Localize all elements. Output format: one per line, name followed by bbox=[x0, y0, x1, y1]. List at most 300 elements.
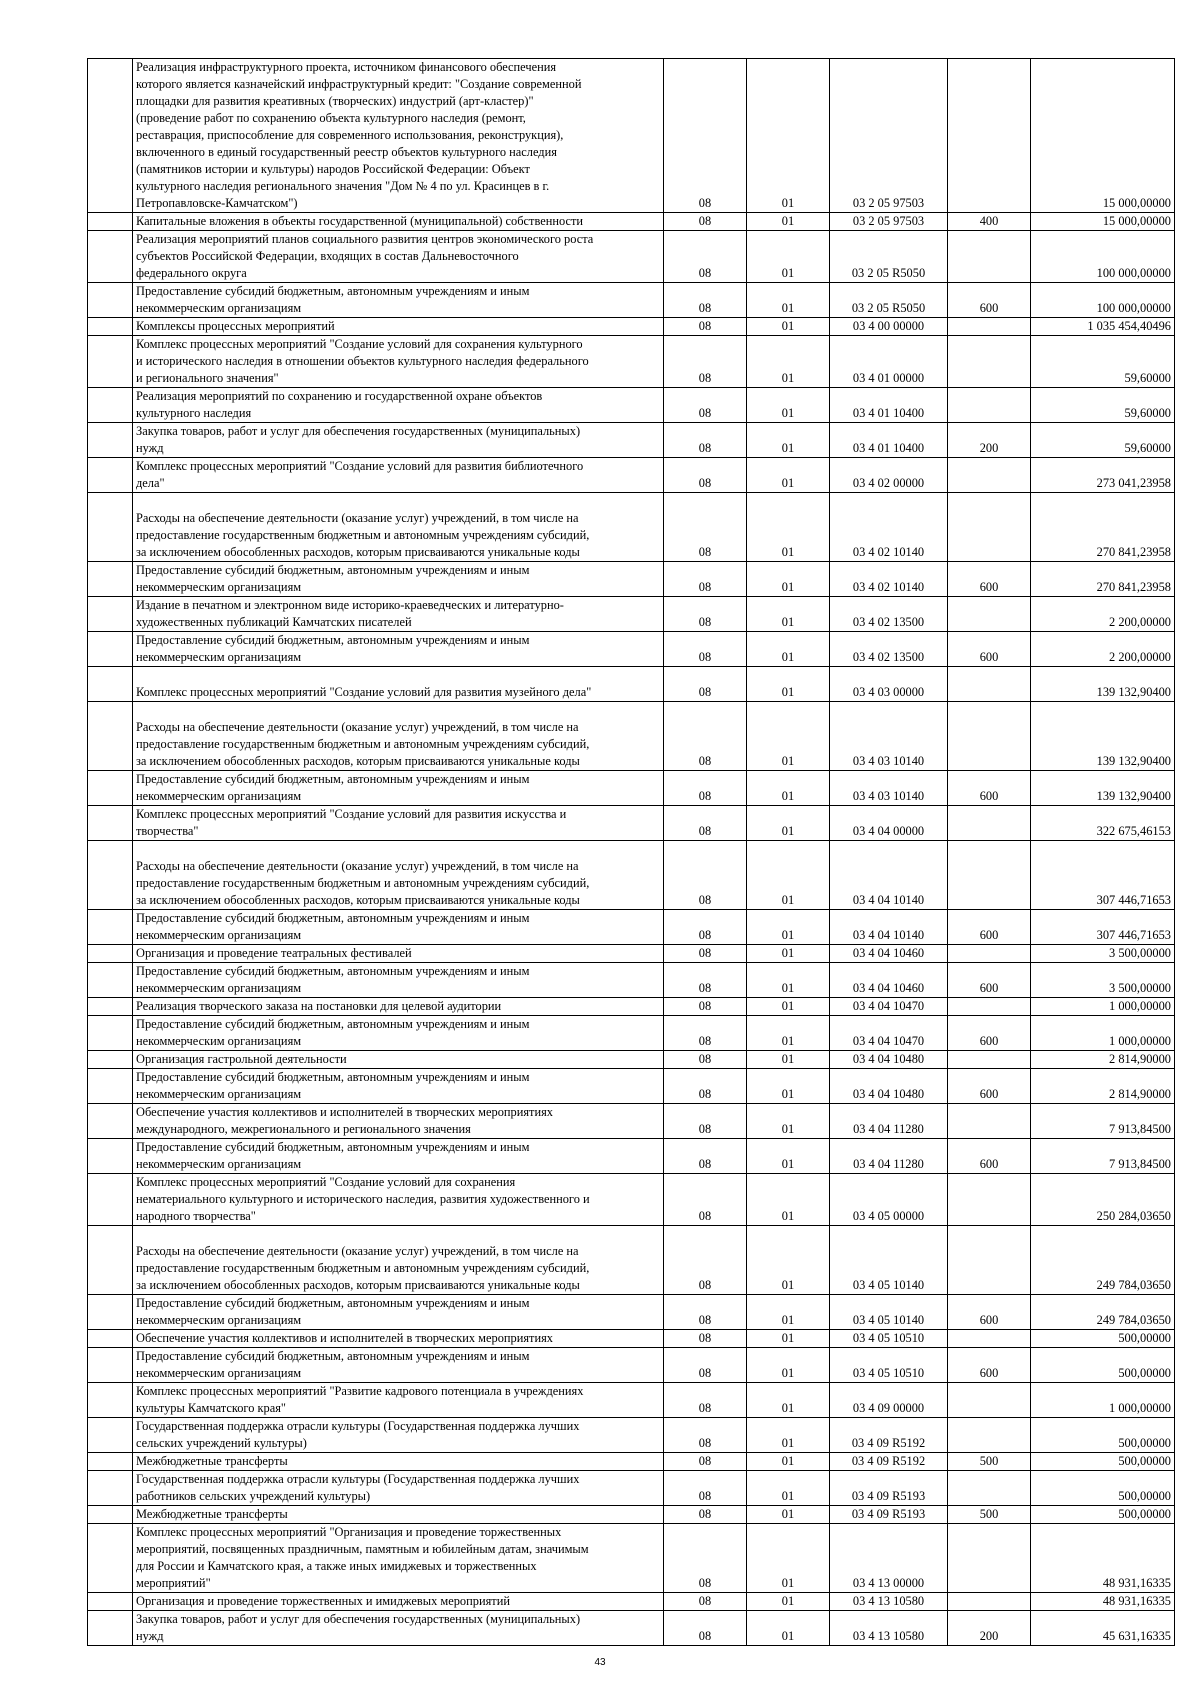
expense-type-cell bbox=[948, 1104, 1031, 1139]
row-number-cell bbox=[88, 1174, 133, 1226]
expense-name-cell: Закупка товаров, работ и услуг для обеспечения государственных (муниципальных) нужд bbox=[133, 423, 664, 458]
table-row bbox=[88, 1453, 1175, 1471]
section-code-cell: 08 bbox=[664, 1471, 747, 1506]
section-code-cell: 08 bbox=[664, 1174, 747, 1226]
subsection-code-cell: 01 bbox=[747, 597, 830, 632]
subsection-code-cell: 01 bbox=[747, 841, 830, 910]
row-number-cell bbox=[88, 1139, 133, 1174]
row-number-cell bbox=[88, 1051, 133, 1069]
expense-type-cell: 600 bbox=[948, 771, 1031, 806]
expense-type-cell bbox=[948, 1524, 1031, 1593]
amount-cell: 500,00000 bbox=[1031, 1471, 1175, 1506]
subsection-code-cell: 01 bbox=[747, 1104, 830, 1139]
target-article-cell: 03 4 02 13500 bbox=[830, 597, 948, 632]
subsection-code-cell: 01 bbox=[747, 998, 830, 1016]
target-article-cell: 03 4 05 10510 bbox=[830, 1330, 948, 1348]
expense-type-cell bbox=[948, 667, 1031, 702]
amount-cell: 59,60000 bbox=[1031, 336, 1175, 388]
target-article-cell: 03 4 04 10460 bbox=[830, 945, 948, 963]
target-article-cell: 03 4 04 00000 bbox=[830, 806, 948, 841]
target-article-cell: 03 4 01 10400 bbox=[830, 423, 948, 458]
expense-name-cell: Расходы на обеспечение деятельности (оказание услуг) учреждений, в том числе на предоставление государственным бюджетным и автономным учреждениям субсидий, за исключением обособленных расходов, которым присваиваются уникальные коды bbox=[133, 1226, 664, 1295]
row-number-cell bbox=[88, 806, 133, 841]
subsection-code-cell: 01 bbox=[747, 458, 830, 493]
expense-name-cell: Закупка товаров, работ и услуг для обеспечения государственных (муниципальных) нужд bbox=[133, 1611, 664, 1646]
expense-name-cell: Межбюджетные трансферты bbox=[133, 1506, 664, 1524]
section-code-cell: 08 bbox=[664, 771, 747, 806]
amount-cell: 1 000,00000 bbox=[1031, 1383, 1175, 1418]
table-row bbox=[88, 388, 1175, 423]
table-row bbox=[88, 597, 1175, 632]
target-article-cell: 03 4 02 10140 bbox=[830, 562, 948, 597]
target-article-cell: 03 4 05 10510 bbox=[830, 1348, 948, 1383]
expense-type-cell bbox=[948, 388, 1031, 423]
table-row bbox=[88, 1348, 1175, 1383]
section-code-cell: 08 bbox=[664, 1016, 747, 1051]
amount-cell: 2 200,00000 bbox=[1031, 597, 1175, 632]
expense-type-cell: 200 bbox=[948, 423, 1031, 458]
expense-name-cell: Реализация мероприятий по сохранению и государственной охране объектов культурного наследия bbox=[133, 388, 664, 423]
expense-type-cell bbox=[948, 702, 1031, 771]
expense-name-cell: Предоставление субсидий бюджетным, автономным учреждениям и иным некоммерческим организациям bbox=[133, 1016, 664, 1051]
section-code-cell: 08 bbox=[664, 841, 747, 910]
expense-type-cell bbox=[948, 458, 1031, 493]
amount-cell: 249 784,03650 bbox=[1031, 1226, 1175, 1295]
expense-type-cell: 600 bbox=[948, 910, 1031, 945]
subsection-code-cell: 01 bbox=[747, 562, 830, 597]
subsection-code-cell: 01 bbox=[747, 1330, 830, 1348]
subsection-code-cell: 01 bbox=[747, 388, 830, 423]
section-code-cell: 08 bbox=[664, 1453, 747, 1471]
row-number-cell bbox=[88, 1104, 133, 1139]
expense-type-cell: 600 bbox=[948, 1295, 1031, 1330]
amount-cell: 500,00000 bbox=[1031, 1453, 1175, 1471]
row-number-cell bbox=[88, 841, 133, 910]
table-row bbox=[88, 1051, 1175, 1069]
subsection-code-cell: 01 bbox=[747, 1524, 830, 1593]
section-code-cell: 08 bbox=[664, 283, 747, 318]
target-article-cell: 03 4 02 00000 bbox=[830, 458, 948, 493]
target-article-cell: 03 4 13 10580 bbox=[830, 1593, 948, 1611]
target-article-cell: 03 4 05 10140 bbox=[830, 1226, 948, 1295]
expense-type-cell bbox=[948, 493, 1031, 562]
expense-type-cell bbox=[948, 806, 1031, 841]
expense-type-cell: 600 bbox=[948, 1348, 1031, 1383]
target-article-cell: 03 4 04 10480 bbox=[830, 1051, 948, 1069]
table-row bbox=[88, 1174, 1175, 1226]
expense-name-cell: Предоставление субсидий бюджетным, автономным учреждениям и иным некоммерческим организациям bbox=[133, 1139, 664, 1174]
table-row bbox=[88, 231, 1175, 283]
expense-type-cell: 600 bbox=[948, 963, 1031, 998]
table-row bbox=[88, 1418, 1175, 1453]
expense-type-cell bbox=[948, 318, 1031, 336]
expense-name-cell: Комплекс процессных мероприятий "Создание условий для развития библиотечного дела" bbox=[133, 458, 664, 493]
row-number-cell bbox=[88, 771, 133, 806]
table-row bbox=[88, 59, 1175, 213]
expense-type-cell bbox=[948, 1383, 1031, 1418]
row-number-cell bbox=[88, 562, 133, 597]
subsection-code-cell: 01 bbox=[747, 1418, 830, 1453]
expense-type-cell bbox=[948, 841, 1031, 910]
target-article-cell: 03 4 04 10470 bbox=[830, 1016, 948, 1051]
amount-cell: 3 500,00000 bbox=[1031, 963, 1175, 998]
amount-cell: 250 284,03650 bbox=[1031, 1174, 1175, 1226]
row-number-cell bbox=[88, 632, 133, 667]
amount-cell: 45 631,16335 bbox=[1031, 1611, 1175, 1646]
section-code-cell: 08 bbox=[664, 213, 747, 231]
row-number-cell bbox=[88, 1418, 133, 1453]
row-number-cell bbox=[88, 423, 133, 458]
target-article-cell: 03 4 02 13500 bbox=[830, 632, 948, 667]
amount-cell: 15 000,00000 bbox=[1031, 59, 1175, 213]
subsection-code-cell: 01 bbox=[747, 59, 830, 213]
expense-name-cell: Комплекс процессных мероприятий "Создание условий для сохранения культурного и исторического наследия в отношении объектов культурного наследия федерального и регионального значения" bbox=[133, 336, 664, 388]
section-code-cell: 08 bbox=[664, 632, 747, 667]
table-row bbox=[88, 702, 1175, 771]
subsection-code-cell: 01 bbox=[747, 806, 830, 841]
table-row bbox=[88, 318, 1175, 336]
expense-name-cell: Расходы на обеспечение деятельности (оказание услуг) учреждений, в том числе на предоставление государственным бюджетным и автономным учреждениям субсидий, за исключением обособленных расходов, которым присваиваются уникальные коды bbox=[133, 841, 664, 910]
subsection-code-cell: 01 bbox=[747, 318, 830, 336]
subsection-code-cell: 01 bbox=[747, 1174, 830, 1226]
target-article-cell: 03 4 09 R5192 bbox=[830, 1418, 948, 1453]
amount-cell: 59,60000 bbox=[1031, 423, 1175, 458]
section-code-cell: 08 bbox=[664, 1069, 747, 1104]
table-row bbox=[88, 1069, 1175, 1104]
expense-type-cell bbox=[948, 998, 1031, 1016]
amount-cell: 2 814,90000 bbox=[1031, 1069, 1175, 1104]
target-article-cell: 03 4 01 10400 bbox=[830, 388, 948, 423]
row-number-cell bbox=[88, 1295, 133, 1330]
row-number-cell bbox=[88, 945, 133, 963]
amount-cell: 500,00000 bbox=[1031, 1418, 1175, 1453]
row-number-cell bbox=[88, 1471, 133, 1506]
expense-name-cell: Издание в печатном и электронном виде историко-краеведческих и литературно- художественных публикаций Камчатских писателей bbox=[133, 597, 664, 632]
target-article-cell: 03 2 05 97503 bbox=[830, 213, 948, 231]
table-row bbox=[88, 1611, 1175, 1646]
section-code-cell: 08 bbox=[664, 963, 747, 998]
target-article-cell: 03 4 02 10140 bbox=[830, 493, 948, 562]
row-number-cell bbox=[88, 597, 133, 632]
subsection-code-cell: 01 bbox=[747, 1348, 830, 1383]
row-number-cell bbox=[88, 336, 133, 388]
expense-name-cell: Комплекс процессных мероприятий "Создание условий для развития музейного дела" bbox=[133, 667, 664, 702]
amount-cell: 1 035 454,40496 bbox=[1031, 318, 1175, 336]
section-code-cell: 08 bbox=[664, 59, 747, 213]
row-number-cell bbox=[88, 1016, 133, 1051]
expense-type-cell: 400 bbox=[948, 213, 1031, 231]
row-number-cell bbox=[88, 1348, 133, 1383]
table-row bbox=[88, 336, 1175, 388]
table-row bbox=[88, 493, 1175, 562]
row-number-cell bbox=[88, 493, 133, 562]
amount-cell: 3 500,00000 bbox=[1031, 945, 1175, 963]
target-article-cell: 03 4 04 10470 bbox=[830, 998, 948, 1016]
subsection-code-cell: 01 bbox=[747, 1016, 830, 1051]
target-article-cell: 03 4 05 10140 bbox=[830, 1295, 948, 1330]
section-code-cell: 08 bbox=[664, 1611, 747, 1646]
table-row bbox=[88, 667, 1175, 702]
subsection-code-cell: 01 bbox=[747, 1471, 830, 1506]
subsection-code-cell: 01 bbox=[747, 771, 830, 806]
section-code-cell: 08 bbox=[664, 493, 747, 562]
table-row bbox=[88, 998, 1175, 1016]
section-code-cell: 08 bbox=[664, 1104, 747, 1139]
expense-name-cell: Капитальные вложения в объекты государственной (муниципальной) собственности bbox=[133, 213, 664, 231]
table-row bbox=[88, 1139, 1175, 1174]
subsection-code-cell: 01 bbox=[747, 423, 830, 458]
row-number-cell bbox=[88, 1383, 133, 1418]
amount-cell: 270 841,23958 bbox=[1031, 493, 1175, 562]
table-row bbox=[88, 283, 1175, 318]
subsection-code-cell: 01 bbox=[747, 667, 830, 702]
row-number-cell bbox=[88, 318, 133, 336]
expense-name-cell: Комплекс процессных мероприятий "Организация и проведение торжественных мероприятий, посвященных праздничным, памятным и юбилейным датам, значимым для России и Камчатского края, а также иных имиджевых и торжественных мероприятий" bbox=[133, 1524, 664, 1593]
subsection-code-cell: 01 bbox=[747, 1069, 830, 1104]
row-number-cell bbox=[88, 213, 133, 231]
expense-type-cell bbox=[948, 336, 1031, 388]
subsection-code-cell: 01 bbox=[747, 1139, 830, 1174]
section-code-cell: 08 bbox=[664, 1593, 747, 1611]
expense-type-cell: 600 bbox=[948, 562, 1031, 597]
target-article-cell: 03 4 04 11280 bbox=[830, 1139, 948, 1174]
expense-type-cell: 600 bbox=[948, 1069, 1031, 1104]
table-row bbox=[88, 841, 1175, 910]
target-article-cell: 03 4 03 10140 bbox=[830, 702, 948, 771]
row-number-cell bbox=[88, 1453, 133, 1471]
expense-type-cell: 600 bbox=[948, 1016, 1031, 1051]
section-code-cell: 08 bbox=[664, 458, 747, 493]
expense-name-cell: Обеспечение участия коллективов и исполнителей в творческих мероприятиях международного, межрегионального и регионального значения bbox=[133, 1104, 664, 1139]
expense-type-cell: 600 bbox=[948, 632, 1031, 667]
target-article-cell: 03 4 04 10140 bbox=[830, 910, 948, 945]
budget-table-body bbox=[88, 59, 1175, 1646]
section-code-cell: 08 bbox=[664, 1226, 747, 1295]
section-code-cell: 08 bbox=[664, 998, 747, 1016]
section-code-cell: 08 bbox=[664, 336, 747, 388]
section-code-cell: 08 bbox=[664, 806, 747, 841]
section-code-cell: 08 bbox=[664, 388, 747, 423]
expense-name-cell: Организация и проведение торжественных и имиджевых мероприятий bbox=[133, 1593, 664, 1611]
expense-name-cell: Расходы на обеспечение деятельности (оказание услуг) учреждений, в том числе на предоставление государственным бюджетным и автономным учреждениям субсидий, за исключением обособленных расходов, которым присваиваются уникальные коды bbox=[133, 493, 664, 562]
amount-cell: 500,00000 bbox=[1031, 1330, 1175, 1348]
expense-name-cell: Государственная поддержка отрасли культуры (Государственная поддержка лучших работников сельских учреждений культуры) bbox=[133, 1471, 664, 1506]
expense-type-cell bbox=[948, 1174, 1031, 1226]
subsection-code-cell: 01 bbox=[747, 336, 830, 388]
row-number-cell bbox=[88, 998, 133, 1016]
subsection-code-cell: 01 bbox=[747, 1226, 830, 1295]
expense-name-cell: Реализация мероприятий планов социального развития центров экономического роста субъектов Российской Федерации, входящих в состав Дальневосточного федерального округа bbox=[133, 231, 664, 283]
table-row bbox=[88, 1330, 1175, 1348]
table-row bbox=[88, 1593, 1175, 1611]
amount-cell: 322 675,46153 bbox=[1031, 806, 1175, 841]
expense-type-cell bbox=[948, 1051, 1031, 1069]
row-number-cell bbox=[88, 702, 133, 771]
amount-cell: 48 931,16335 bbox=[1031, 1593, 1175, 1611]
expense-type-cell bbox=[948, 231, 1031, 283]
table-row bbox=[88, 945, 1175, 963]
row-number-cell bbox=[88, 910, 133, 945]
row-number-cell bbox=[88, 667, 133, 702]
subsection-code-cell: 01 bbox=[747, 1383, 830, 1418]
row-number-cell bbox=[88, 1593, 133, 1611]
subsection-code-cell: 01 bbox=[747, 910, 830, 945]
table-row bbox=[88, 910, 1175, 945]
subsection-code-cell: 01 bbox=[747, 945, 830, 963]
row-number-cell bbox=[88, 283, 133, 318]
expense-type-cell: 600 bbox=[948, 1139, 1031, 1174]
subsection-code-cell: 01 bbox=[747, 231, 830, 283]
target-article-cell: 03 4 09 R5192 bbox=[830, 1453, 948, 1471]
target-article-cell: 03 4 04 11280 bbox=[830, 1104, 948, 1139]
expense-name-cell: Реализация творческого заказа на постановки для целевой аудитории bbox=[133, 998, 664, 1016]
expense-name-cell: Предоставление субсидий бюджетным, автономным учреждениям и иным некоммерческим организациям bbox=[133, 1069, 664, 1104]
amount-cell: 2 200,00000 bbox=[1031, 632, 1175, 667]
expense-name-cell: Предоставление субсидий бюджетным, автономным учреждениям и иным некоммерческим организациям bbox=[133, 283, 664, 318]
expense-type-cell: 200 bbox=[948, 1611, 1031, 1646]
subsection-code-cell: 01 bbox=[747, 702, 830, 771]
row-number-cell bbox=[88, 1611, 133, 1646]
amount-cell: 100 000,00000 bbox=[1031, 283, 1175, 318]
subsection-code-cell: 01 bbox=[747, 1611, 830, 1646]
section-code-cell: 08 bbox=[664, 667, 747, 702]
table-row bbox=[88, 458, 1175, 493]
table-row bbox=[88, 771, 1175, 806]
amount-cell: 500,00000 bbox=[1031, 1506, 1175, 1524]
section-code-cell: 08 bbox=[664, 945, 747, 963]
section-code-cell: 08 bbox=[664, 910, 747, 945]
expense-name-cell: Межбюджетные трансферты bbox=[133, 1453, 664, 1471]
expense-name-cell: Организация гастрольной деятельности bbox=[133, 1051, 664, 1069]
target-article-cell: 03 4 04 10460 bbox=[830, 963, 948, 998]
section-code-cell: 08 bbox=[664, 1295, 747, 1330]
subsection-code-cell: 01 bbox=[747, 1453, 830, 1471]
section-code-cell: 08 bbox=[664, 1139, 747, 1174]
expense-name-cell: Комплексы процессных мероприятий bbox=[133, 318, 664, 336]
table-row bbox=[88, 1471, 1175, 1506]
amount-cell: 15 000,00000 bbox=[1031, 213, 1175, 231]
section-code-cell: 08 bbox=[664, 1506, 747, 1524]
expense-type-cell bbox=[948, 1418, 1031, 1453]
section-code-cell: 08 bbox=[664, 1418, 747, 1453]
amount-cell: 307 446,71653 bbox=[1031, 910, 1175, 945]
target-article-cell: 03 2 05 R5050 bbox=[830, 283, 948, 318]
page-number: 43 bbox=[594, 1657, 606, 1668]
amount-cell: 7 913,84500 bbox=[1031, 1104, 1175, 1139]
expense-type-cell bbox=[948, 945, 1031, 963]
section-code-cell: 08 bbox=[664, 1383, 747, 1418]
expense-type-cell bbox=[948, 1471, 1031, 1506]
amount-cell: 59,60000 bbox=[1031, 388, 1175, 423]
expense-type-cell bbox=[948, 59, 1031, 213]
subsection-code-cell: 01 bbox=[747, 1295, 830, 1330]
target-article-cell: 03 4 03 00000 bbox=[830, 667, 948, 702]
subsection-code-cell: 01 bbox=[747, 1506, 830, 1524]
target-article-cell: 03 4 13 00000 bbox=[830, 1524, 948, 1593]
expense-type-cell: 500 bbox=[948, 1506, 1031, 1524]
expense-name-cell: Комплекс процессных мероприятий "Создание условий для развития искусства и творчества" bbox=[133, 806, 664, 841]
subsection-code-cell: 01 bbox=[747, 1593, 830, 1611]
amount-cell: 1 000,00000 bbox=[1031, 1016, 1175, 1051]
amount-cell: 139 132,90400 bbox=[1031, 702, 1175, 771]
expense-type-cell bbox=[948, 597, 1031, 632]
table-row bbox=[88, 213, 1175, 231]
target-article-cell: 03 4 04 10140 bbox=[830, 841, 948, 910]
row-number-cell bbox=[88, 231, 133, 283]
budget-table bbox=[87, 58, 1175, 1646]
expense-name-cell: Предоставление субсидий бюджетным, автономным учреждениям и иным некоммерческим организациям bbox=[133, 632, 664, 667]
expense-type-cell bbox=[948, 1226, 1031, 1295]
amount-cell: 1 000,00000 bbox=[1031, 998, 1175, 1016]
table-row bbox=[88, 1226, 1175, 1295]
target-article-cell: 03 4 01 00000 bbox=[830, 336, 948, 388]
expense-name-cell: Предоставление субсидий бюджетным, автономным учреждениям и иным некоммерческим организациям bbox=[133, 910, 664, 945]
row-number-cell bbox=[88, 1506, 133, 1524]
row-number-cell bbox=[88, 1330, 133, 1348]
subsection-code-cell: 01 bbox=[747, 283, 830, 318]
row-number-cell bbox=[88, 388, 133, 423]
target-article-cell: 03 4 13 10580 bbox=[830, 1611, 948, 1646]
section-code-cell: 08 bbox=[664, 423, 747, 458]
table-row bbox=[88, 1383, 1175, 1418]
subsection-code-cell: 01 bbox=[747, 493, 830, 562]
target-article-cell: 03 4 05 00000 bbox=[830, 1174, 948, 1226]
section-code-cell: 08 bbox=[664, 1348, 747, 1383]
subsection-code-cell: 01 bbox=[747, 213, 830, 231]
expense-name-cell: Расходы на обеспечение деятельности (оказание услуг) учреждений, в том числе на предоставление государственным бюджетным и автономным учреждениям субсидий, за исключением обособленных расходов, которым присваиваются уникальные коды bbox=[133, 702, 664, 771]
amount-cell: 100 000,00000 bbox=[1031, 231, 1175, 283]
section-code-cell: 08 bbox=[664, 1051, 747, 1069]
expense-name-cell: Государственная поддержка отрасли культуры (Государственная поддержка лучших сельских учреждений культуры) bbox=[133, 1418, 664, 1453]
expense-name-cell: Предоставление субсидий бюджетным, автономным учреждениям и иным некоммерческим организациям bbox=[133, 771, 664, 806]
expense-type-cell: 500 bbox=[948, 1453, 1031, 1471]
amount-cell: 249 784,03650 bbox=[1031, 1295, 1175, 1330]
expense-type-cell bbox=[948, 1330, 1031, 1348]
expense-name-cell: Реализация инфраструктурного проекта, источником финансового обеспечения которого является казначейский инфраструктурный кредит: "Создание современной площадки для развития креативных (творческих) индустрий (арт-кластер)" (проведение работ по сохранению объекта культурного наследия (ремонт, реставрация, приспособление для современного использования, реконструкция), включенного в единый государственный реестр объектов культурного наследия (памятников истории и культуры) народов Российской Федерации: Объект культурного наследия регионального значения "Дом № 4 по ул. Красинцев в г. Петропавловске-Камчатском") bbox=[133, 59, 664, 213]
row-number-cell bbox=[88, 458, 133, 493]
amount-cell: 500,00000 bbox=[1031, 1348, 1175, 1383]
subsection-code-cell: 01 bbox=[747, 1051, 830, 1069]
expense-type-cell bbox=[948, 1593, 1031, 1611]
subsection-code-cell: 01 bbox=[747, 963, 830, 998]
target-article-cell: 03 4 03 10140 bbox=[830, 771, 948, 806]
expense-name-cell: Комплекс процессных мероприятий "Развитие кадрового потенциала в учреждениях культуры Камчатского края" bbox=[133, 1383, 664, 1418]
amount-cell: 270 841,23958 bbox=[1031, 562, 1175, 597]
amount-cell: 273 041,23958 bbox=[1031, 458, 1175, 493]
row-number-cell bbox=[88, 59, 133, 213]
amount-cell: 139 132,90400 bbox=[1031, 667, 1175, 702]
expense-name-cell: Предоставление субсидий бюджетным, автономным учреждениям и иным некоммерческим организациям bbox=[133, 1295, 664, 1330]
section-code-cell: 08 bbox=[664, 231, 747, 283]
target-article-cell: 03 2 05 R5050 bbox=[830, 231, 948, 283]
row-number-cell bbox=[88, 1226, 133, 1295]
expense-name-cell: Организация и проведение театральных фестивалей bbox=[133, 945, 664, 963]
row-number-cell bbox=[88, 1524, 133, 1593]
section-code-cell: 08 bbox=[664, 318, 747, 336]
expense-type-cell: 600 bbox=[948, 283, 1031, 318]
amount-cell: 139 132,90400 bbox=[1031, 771, 1175, 806]
section-code-cell: 08 bbox=[664, 597, 747, 632]
table-row bbox=[88, 806, 1175, 841]
row-number-cell bbox=[88, 1069, 133, 1104]
amount-cell: 2 814,90000 bbox=[1031, 1051, 1175, 1069]
target-article-cell: 03 4 00 00000 bbox=[830, 318, 948, 336]
amount-cell: 307 446,71653 bbox=[1031, 841, 1175, 910]
target-article-cell: 03 2 05 97503 bbox=[830, 59, 948, 213]
target-article-cell: 03 4 09 R5193 bbox=[830, 1471, 948, 1506]
table-row bbox=[88, 562, 1175, 597]
table-row bbox=[88, 963, 1175, 998]
